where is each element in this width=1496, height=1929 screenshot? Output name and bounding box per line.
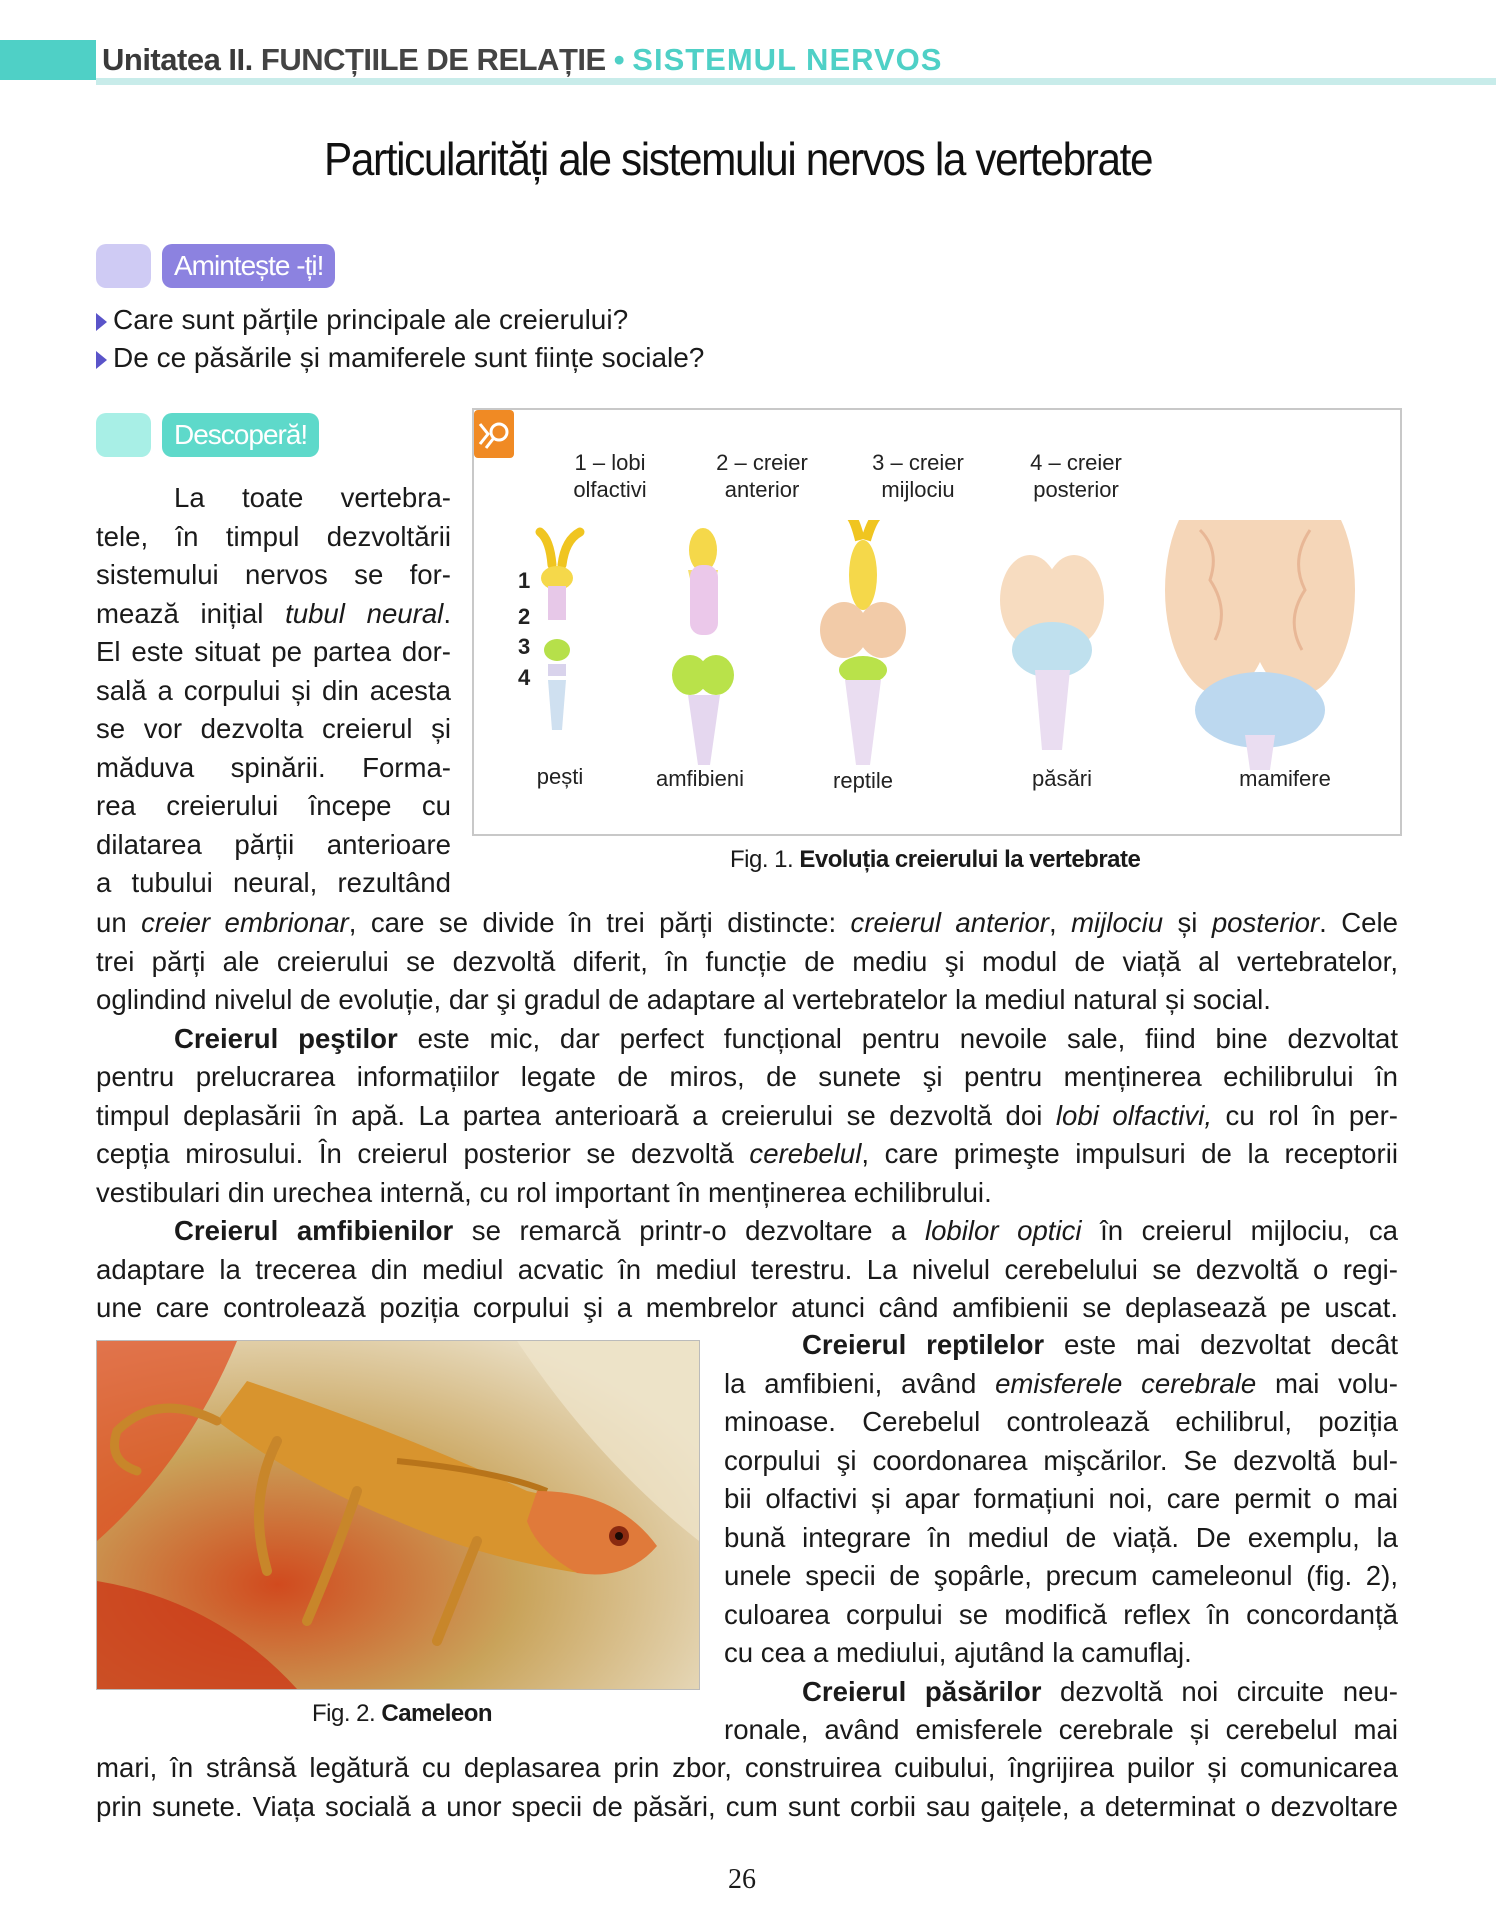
remember-tab-square [96,244,151,288]
question-item: Care sunt părțile principale ale creierului? [96,304,628,336]
discover-label: Descoperă! [162,413,319,457]
legend-midbrain: 3 – creier mijlociu [872,450,964,502]
header-band [0,40,96,80]
chameleon-photo [96,1340,700,1690]
body-text: un creier embrionar, care se divide în trei părți distincte: creierul anterior, mijlociu și posterior. Cele trei părți ale creierului se dezvoltă diferit, în funcție de mediu şi modul de viață al vertebratelor, oglindind nivelul de evoluție, dar şi gradul de adaptare al vertebratelor la mediul natural și social. Creierul peştilor este mic, dar perfect funcțional pentru nevoile sale, fiind bine dezvoltat pentru prelucrarea informațiilor legate de miros, de sunete şi pentru menținerea echilibrului în timpul deplasării în apă. La partea anterioară a creierului se dezvoltă doi lobi olfactivi, cu rol în per- cepția mirosului. În creierul posterior se dezvoltă cerebelul, care primeşte impulsuri de la receptorii vestibulari din urechea internă, cu rol important în menținerea echilibrului. Creierul amfibienilor se remarcă printr-o dezvoltare a lobilor optici în creierul mijlociu, ca adaptare la trecerea din mediul acvatic în mediul terestru. La nivelul cerebelului se dezvoltă o regi- une care controlează poziția corpului şi a membrelor atunci când amfibienii se deplasează pe uscat. [96,907,1399,1323]
running-header [102,38,942,82]
header-topic: SISTEMUL NERVOS [632,42,943,77]
animal-label-mammals: mamifere [1239,766,1331,791]
reptile-brain-illustration [820,520,906,765]
animal-label-fish: pești [536,764,584,789]
figure1-caption: Fig. 1. Evoluția creierului la vertebrate [730,846,1141,873]
fish-brain-illustration [540,532,580,730]
figure2-caption: Fig. 2. Cameleon [312,1700,493,1727]
reptile-bird-paragraph: Creierul reptilelor este mai dezvoltat decât la amfibieni, având emisferele cerebrale mai volu- minoase. Cerebelul controlează echilibrul, poziția corpului şi coordonarea mişcărilor. Se dezvoltă bul- bii olfactivi și apar formațiuni noi, care permit o mai bună integrare în mediul de viață. De exemplu, la unele specii de şopârle, precum cameleonul (fig. 2), culoarea corpului se modifică reflex în concordanță cu cea a mediului, ajutând la camuflaj. Creierul păsărilor dezvoltă noi circuite neu- ronale, având emisferele cerebrale și cerebelul mai [724,1329,1398,1745]
header-subject: FUNCȚIILE DE RELAȚIE [260,42,606,77]
amphibian-brain-illustration [672,528,734,765]
animal-label-amphibians: amfibieni [655,766,745,791]
legend-forebrain: 2 – creier anterior [716,450,808,502]
bird-brain-illustration [1000,555,1104,750]
animal-label-birds: păsări [1032,766,1092,791]
label-number: 4 [518,665,531,690]
bird-paragraph-continued: mari, în strânsă legătură cu deplasarea prin zbor, construirea cuibului, îngrijirea puilor și comunicarea prin sunete. Viața socială a unor specii de păsări, cum sunt corbii sau gaițele, a determinat o dezvoltare [96,1752,1398,1822]
discover-icon [474,410,514,458]
discover-tab-square [96,413,151,457]
question-item: De ce păsările și mamiferele sunt ființe sociale? [96,342,704,374]
animal-label-reptiles: reptile [833,768,893,793]
label-number: 1 [518,568,531,593]
page-number: 26 [728,1864,756,1895]
header-separator: • [613,42,625,77]
intro-paragraph: La toate vertebra- tele, în timpul dezvoltării sistemului nervos se for- mează inițial tubul neural. El este situat pe partea dor- sală a corpului și din acesta se vor dezvolta creierul și măduva spinării. Forma- rea creierului începe cu dilatarea părții anterioare a tubului neural, rezultând [96,482,451,898]
legend-hindbrain: 4 – creier posterior [1030,450,1122,502]
label-number: 3 [518,634,531,659]
bullet-icon [96,313,107,331]
remember-label: Amintește -ți! [162,244,335,288]
brain-illustrations [510,520,1390,770]
mammal-brain-illustration [1165,520,1355,770]
legend-olfactory-lobes: 1 – lobi olfactivi [573,450,647,502]
header-unit: Unitatea II. [102,42,253,77]
label-number: 2 [518,604,531,629]
page-title: Particularități ale sistemului nervos la vertebrate [324,133,1153,185]
bullet-icon [96,351,107,369]
